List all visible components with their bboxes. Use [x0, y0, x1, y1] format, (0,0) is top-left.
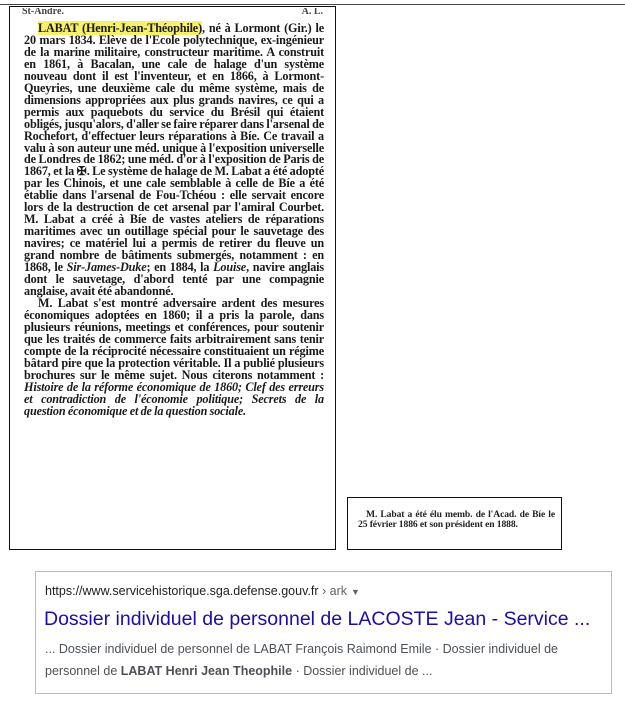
ship-name-sir-james-duke: Sir-James-Duke: [66, 260, 147, 275]
result-url-breadcrumb[interactable]: [45, 584, 360, 598]
article-paragraph-2: [24, 295, 324, 418]
result-site-url: https://www.servicehistorique.sga.defense.gouv.fr: [45, 584, 319, 598]
paragraph-1-text-b: ; en 1884, la: [146, 260, 214, 275]
result-description: [45, 638, 607, 682]
result-desc-bold: LABAT Henri Jean Theophile: [120, 664, 293, 678]
header-right-text: A. L.: [301, 8, 323, 17]
paragraph-1-text-a: , né à Lormont (Gir.) le 20 mars 1834. Elève de l'Ecole polytechnique, ex-ingénieur de la marine militaire, constructeur maritime. A construit en 1861, à Bacalan, une cale de halage d'un système nouveau dont il est l'inventeur, et en 1866, à Lormont-Queyries, une deuxième cale du même système, mais de dimensions appropriées aux plus grands navires, ce qui a permis aux paquebots du service du Brésil qui étaient obligés, jusqu'alors, d'aller se faire réparer dans l'arsenal de Rochefort, d'effectuer leurs réparations à Bíe. Ce travail a valu à son auteur une méd. unique à l'exposition universelle de Londres de 1862; une méd. d'or à l'exposition de Paris de 1867, et la ✠. Le système de halage de M. Labat a été adopté par les Chinois, et une cale semblable à celle de Bíe a été établie dans l'arsenal de Fou-Tchéou : elle servait encore lors de la destruction de cet arsenal par l'amiral Courbet. M. Labat a créé à Bíe de vastes ateliers de réparations maritimes avec un outillage spécial pour le sauvetage des navires; ce matériel lui a permis de retirer du fleuve un grand nombre de bâtiments submergés, notamment : en 1868, le: [24, 21, 324, 275]
article-body: [24, 23, 324, 417]
snippet-text: M. Labat a été élu memb. de l'Acad. de Bíe le 25 février 1886 et son président en 1888.: [358, 509, 555, 531]
result-desc-text-a: ... Dossier individuel de personnel de LABAT François Raimond Emile · Dossier individuel de personnel de: [45, 642, 558, 678]
result-url-path: › ark: [318, 584, 348, 598]
scanned-snippet-clipping: [347, 497, 562, 550]
ship-name-louise: Louise: [213, 260, 247, 275]
search-result-card: [35, 571, 612, 694]
paragraph-2-text: M. Labat s'est montré adversaire ardent des mesures économiques adoptées en 1860; il a pris la parole, dans plusieurs réunions, meetings et conférences, pour soutenir que les traités de commerce faits arbitrairement sans tenir compte de la réciprocité nécessaire constituaient un régime bâtard pire que la protection véritable. Il a publié plusieurs brochures sur le même sujet. Nous citerons notamment :: [24, 295, 324, 382]
paragraph-1-text-c: , navire anglais dont le sauvetage, d'abord tenté par une compagnie anglaise, avait été abandonné.: [24, 260, 325, 298]
scanned-article-clipping: [9, 6, 336, 550]
article-paragraph-1: [24, 23, 324, 298]
result-desc-text-b: · Dossier individuel de ...: [292, 664, 433, 678]
highlighted-name: LABAT (Henri-Jean-Théophile): [38, 21, 202, 35]
clipping-header: [22, 8, 323, 18]
chevron-down-icon[interactable]: ▼: [351, 587, 360, 597]
publication-titles: Histoire de la réforme économique de 1860; Clef des erreurs et contradiction de l'économie politique; Secrets de la question économique et de la question sociale.: [24, 379, 324, 418]
header-left-text: St-André.: [22, 8, 64, 17]
result-title-link[interactable]: Dossier individuel de personnel de LACOSTE Jean - Service ...: [44, 608, 591, 630]
top-divider-line: [0, 4, 625, 5]
